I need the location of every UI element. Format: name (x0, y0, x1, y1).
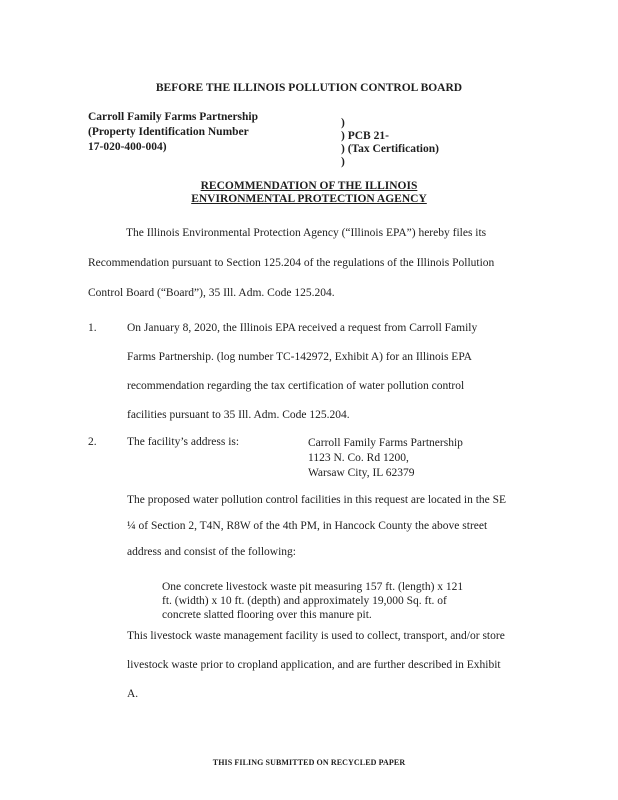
text-line: On January 8, 2020, the Illinois EPA received a request from Carroll Family (127, 322, 478, 334)
title-line: RECOMMENDATION OF THE ILLINOIS (200, 180, 418, 192)
text-line: Control Board (“Board”), 35 Ill. Adm. Code 125.204. (88, 287, 335, 299)
text-line: The Illinois Environmental Protection Agency (“Illinois EPA”) hereby files its (126, 227, 487, 239)
text-line: ft. (width) x 10 ft. (depth) and approximately 19,000 Sq. ft. of (162, 595, 447, 607)
text-line: livestock waste prior to cropland application, and are further described in Exhibit (127, 659, 501, 671)
case-caption-party (88, 110, 258, 155)
facility-address (308, 436, 463, 481)
text-line: address and consist of the following: (127, 546, 296, 558)
property-id-number: 17-020-400-004) (88, 141, 167, 153)
title-line: ENVIRONMENTAL PROTECTION AGENCY (191, 193, 427, 205)
address-line: Warsaw City, IL 62379 (308, 467, 415, 479)
case-type: ) (Tax Certification) (341, 143, 439, 155)
text-line: A. (127, 688, 139, 700)
docket-number: ) PCB 21- (341, 130, 389, 142)
address-line: Carroll Family Farms Partnership (308, 437, 463, 449)
caption-bracket: ) (341, 117, 345, 129)
text-line: The proposed water pollution control facilities in this request are located in the SE (127, 494, 507, 506)
case-caption-docket (341, 117, 439, 169)
court-heading: BEFORE THE ILLINOIS POLLUTION CONTROL BOARD (155, 82, 463, 94)
item-number: 1. (88, 322, 97, 334)
item-number: 2. (88, 436, 97, 448)
text-line: ¼ of Section 2, T4N, R8W of the 4th PM, in Hancock County the above street (127, 520, 488, 532)
text-line: This livestock waste management facility is used to collect, transport, and/or store (127, 630, 505, 642)
text-line: Farms Partnership. (log number TC-142972, Exhibit A) for an Illinois EPA (127, 351, 472, 363)
text-line: facilities pursuant to 35 Ill. Adm. Code 125.204. (127, 409, 350, 421)
text-line: recommendation regarding the tax certification of water pollution control (127, 380, 465, 392)
text-line: concrete slatted flooring over this manure pit. (162, 609, 372, 621)
caption-bracket: ) (341, 156, 345, 168)
recycled-paper-footer: THIS FILING SUBMITTED ON RECYCLED PAPER (212, 758, 406, 767)
address-line: 1123 N. Co. Rd 1200, (308, 452, 409, 464)
facility-description-quote (162, 580, 492, 622)
text-line: One concrete livestock waste pit measuring 157 ft. (length) x 121 (162, 581, 464, 593)
party-name: Carroll Family Farms Partnership (88, 111, 259, 123)
text-line: Recommendation pursuant to Section 125.204 of the regulations of the Illinois Pollution (88, 257, 495, 269)
property-id-label: (Property Identification Number (88, 126, 249, 138)
address-label: The facility’s address is: (127, 436, 240, 448)
document-title (0, 180, 618, 206)
